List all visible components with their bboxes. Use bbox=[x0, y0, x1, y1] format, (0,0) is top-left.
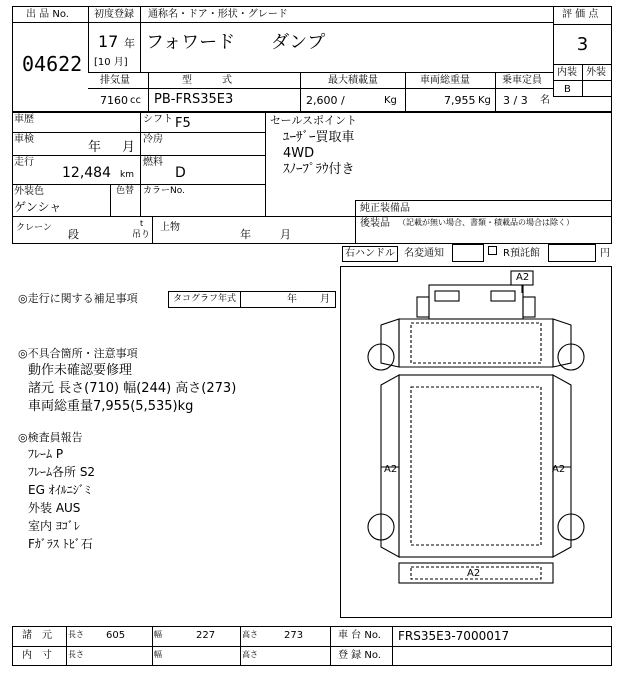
r-deposit-box bbox=[548, 244, 596, 262]
aftermarket-note: （記載が無い場合、書類・積載品の場合は除く） bbox=[398, 218, 574, 227]
inspector-line-1: ﾌﾚｰﾑ P bbox=[28, 447, 64, 461]
capacity-label: 乗車定員 bbox=[502, 75, 542, 86]
in-width-label: 幅 bbox=[154, 650, 162, 659]
damage-mark-left: A2 bbox=[384, 464, 398, 475]
lot-number: 04622 bbox=[22, 52, 83, 76]
capacity-value: 3 / 3 bbox=[503, 94, 528, 107]
lot-label: 出 品 No. bbox=[26, 9, 69, 20]
r-deposit-label: R預託館 bbox=[503, 248, 540, 259]
inspector-line-2: ﾌﾚｰﾑ各所 S2 bbox=[28, 465, 96, 479]
defect-line-3: 車両総重量7,955(5,535)kg bbox=[28, 399, 194, 414]
max-load-label: 最大積載量 bbox=[328, 75, 378, 86]
mileage-value: 12,484 bbox=[62, 165, 111, 181]
gross-weight-unit: Kg bbox=[478, 95, 491, 106]
name-change-label: 名変通知 bbox=[404, 248, 444, 259]
driving-notes-label: ◎走行に関する補足事項 bbox=[18, 292, 138, 305]
gross-weight-value: 7,955 bbox=[444, 94, 476, 107]
inspector-label: ◎検査員報告 bbox=[18, 431, 83, 444]
tachograph-year-unit: 年 bbox=[287, 294, 297, 305]
first-reg-year: 17 bbox=[98, 32, 119, 51]
chassis-label: 車 台 No. bbox=[338, 630, 381, 641]
grade-value: 3 bbox=[576, 34, 589, 55]
inspection-year-unit: 年 bbox=[88, 140, 102, 155]
first-reg-year-unit: 年 bbox=[124, 37, 135, 50]
truck-diagram bbox=[340, 266, 612, 618]
displacement-label: 排気量 bbox=[100, 75, 130, 86]
crane-stage-unit: 段 bbox=[68, 228, 79, 241]
name-change-box bbox=[452, 244, 484, 262]
body-label: 上物 bbox=[160, 222, 180, 233]
yen-unit: 円 bbox=[600, 248, 610, 259]
inspection-label: 車検 bbox=[14, 134, 34, 145]
aftermarket-label: 後装品 bbox=[360, 218, 390, 229]
displacement-value: 7160 bbox=[100, 94, 128, 107]
inspector-line-4: 外装 AUS bbox=[28, 501, 81, 515]
color-label: 外装色 bbox=[14, 186, 44, 197]
color-no-label: カラーNo. bbox=[143, 186, 185, 196]
damage-mark-top: A2 bbox=[516, 272, 530, 283]
grade-label: 評 価 点 bbox=[562, 9, 599, 20]
damage-mark-right: A2 bbox=[552, 464, 566, 475]
color-value: ゲンシャ bbox=[14, 200, 62, 214]
specs-label: 諸 元 bbox=[22, 630, 52, 641]
sales-point-1: ﾕｰｻﾞｰ買取車 bbox=[283, 130, 355, 145]
in-height-label: 高さ bbox=[242, 650, 258, 659]
crane-hook-unit: 吊り bbox=[132, 230, 151, 240]
inspection-month-unit: 月 bbox=[122, 140, 136, 155]
truck-diagram-svg bbox=[341, 267, 611, 617]
height-value: 273 bbox=[284, 630, 304, 641]
tachograph-month-unit: 月 bbox=[320, 294, 330, 305]
genuine-equipment-label: 純正装備品 bbox=[360, 203, 410, 214]
displacement-unit: cc bbox=[130, 95, 141, 106]
sales-points-label: セールスポイント bbox=[270, 114, 358, 127]
capacity-unit: 名 bbox=[540, 95, 550, 106]
length-label: 長さ bbox=[68, 630, 84, 639]
crane-label: クレーン bbox=[16, 223, 52, 233]
height-label: 高さ bbox=[242, 630, 258, 639]
shift-label: シフト bbox=[143, 114, 173, 125]
max-load-value: 2,600 / bbox=[306, 94, 345, 107]
inspector-line-6: Fｶﾞﾗｽ ﾄﾋﾞ石 bbox=[28, 537, 93, 551]
body-month-unit: 月 bbox=[280, 228, 291, 241]
gross-weight-label: 車両総重量 bbox=[420, 75, 470, 86]
width-value: 227 bbox=[196, 630, 216, 641]
fuel-value: D bbox=[175, 165, 186, 181]
length-value: 605 bbox=[106, 630, 126, 641]
model-value: PB-FRS35E3 bbox=[154, 92, 234, 107]
defect-line-2: 諸元 長さ(710) 幅(244) 高さ(273) bbox=[28, 381, 237, 396]
shift-value: F5 bbox=[175, 116, 191, 131]
first-reg-month: [10 月] bbox=[94, 57, 128, 68]
name-label: 通称名・ドア・形状・グレード bbox=[148, 9, 288, 20]
sales-point-3: ｽﾉｰﾌﾟﾗｳ付き bbox=[283, 162, 355, 177]
defects-label: ◎不具合箇所・注意事項 bbox=[18, 347, 138, 360]
aircon-label: 冷房 bbox=[143, 134, 163, 145]
interior-label: 内装 bbox=[557, 67, 577, 78]
interior-grade: B bbox=[564, 84, 571, 95]
in-length-label: 長さ bbox=[68, 650, 84, 659]
vehicle-name: フォワード ダンプ bbox=[146, 32, 326, 53]
exterior-label: 外装 bbox=[586, 67, 606, 78]
damage-mark-bottom: A2 bbox=[467, 568, 481, 579]
interior-dims-label: 内 寸 bbox=[22, 650, 52, 661]
inspector-line-3: EG ｵｲﾙﾆｼﾞﾐ bbox=[28, 483, 91, 497]
deposit-check-box bbox=[488, 246, 497, 255]
chassis-value: FRS35E3-7000017 bbox=[398, 629, 510, 643]
mileage-label: 走行 bbox=[14, 157, 34, 168]
inspector-line-5: 室内 ﾖｺﾞﾚ bbox=[28, 519, 80, 533]
model-label: 型 式 bbox=[182, 75, 232, 86]
tachograph-label: タコグラフ年式 bbox=[173, 294, 237, 304]
sales-point-2: 4WD bbox=[283, 146, 315, 161]
registration-label: 登 録 No. bbox=[338, 650, 381, 661]
width-label: 幅 bbox=[154, 630, 162, 639]
defect-line-1: 動作未確認要修理 bbox=[28, 363, 133, 378]
crane-ton-unit: t bbox=[140, 219, 144, 228]
fuel-label: 燃料 bbox=[143, 157, 163, 168]
color-change-label: 色替 bbox=[116, 186, 135, 196]
history-label: 車歴 bbox=[14, 114, 34, 125]
body-year-unit: 年 bbox=[240, 228, 251, 241]
mileage-unit: km bbox=[120, 170, 134, 180]
max-load-unit: Kg bbox=[384, 95, 397, 106]
first-reg-label: 初度登録 bbox=[94, 9, 134, 20]
steering-value: 右ハンドル bbox=[345, 248, 395, 259]
